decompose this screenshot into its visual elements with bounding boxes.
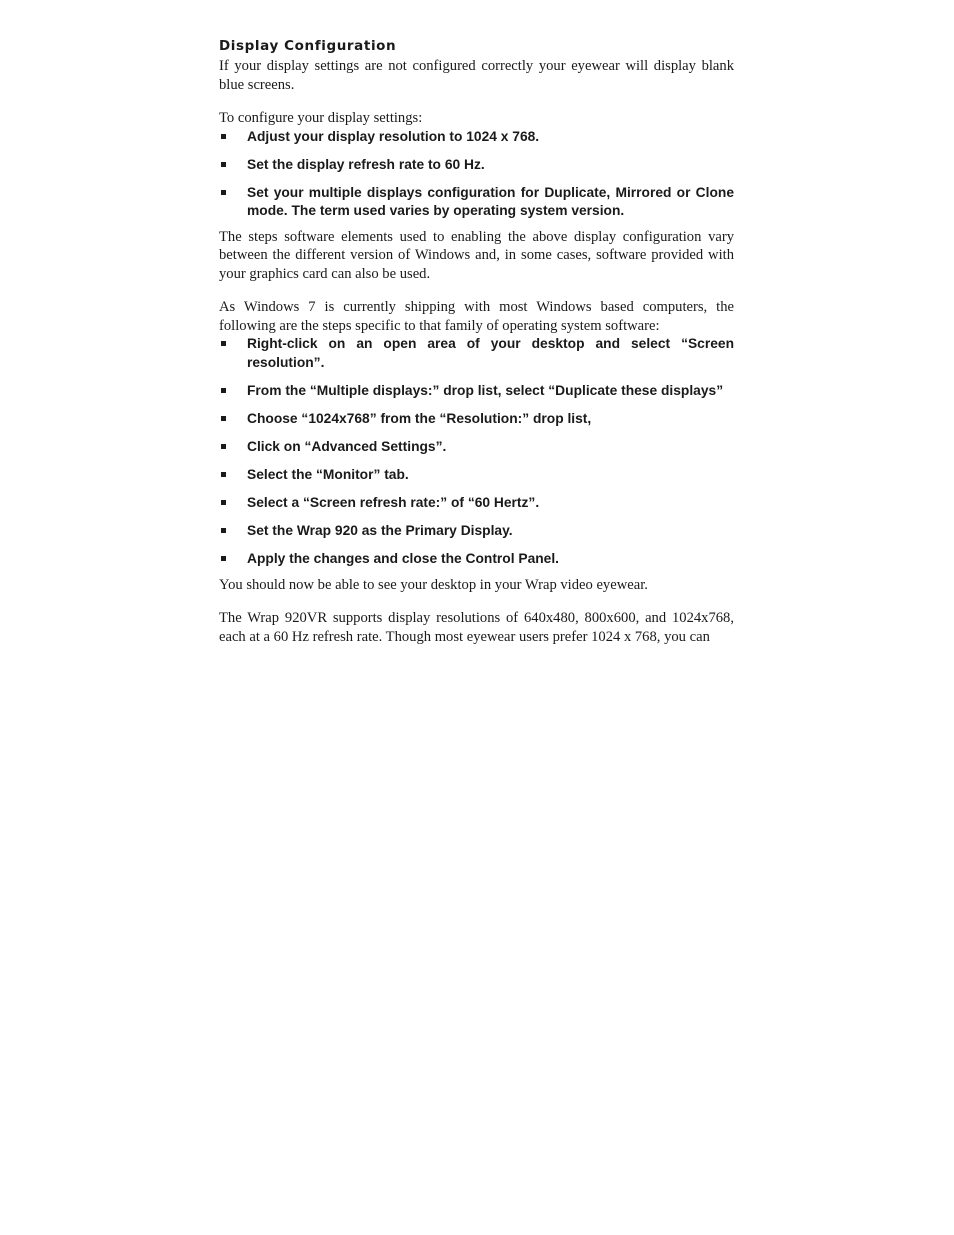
list-item-text: From the “Multiple displays:” drop list, select “Duplicate these displays” [247, 382, 724, 398]
configure-lead: To configure your display settings: [219, 110, 423, 126]
bullet-icon [221, 416, 226, 421]
list-item-text: Adjust your display resolution to 1024 x 768. [247, 128, 540, 144]
bullet-icon [221, 190, 226, 195]
intro-paragraph: If your display settings are not configured correctly your eyewear will display blank blue screens. [219, 58, 734, 93]
list-item [219, 522, 734, 541]
list-item [219, 438, 734, 457]
list-item [219, 156, 734, 175]
windows7-lead: As Windows 7 is currently shipping with most Windows based computers, the following are the steps specific to that family of operating system software: [219, 299, 734, 334]
document-page [219, 36, 734, 646]
bullet-icon [221, 341, 226, 346]
list-item [219, 184, 734, 221]
settings-list [219, 128, 734, 221]
list-item [219, 382, 734, 401]
resolutions-paragraph: The Wrap 920VR supports display resolutions of 640x480, 800x600, and 1024x768, each at a 60 Hz refresh rate. Though most eyewear users prefer 1024 x 768, you can [219, 610, 734, 645]
list-item [219, 128, 734, 147]
bullet-icon [221, 556, 226, 561]
list-item-text: Apply the changes and close the Control Panel. [247, 551, 560, 567]
steps-vary-paragraph: The steps software elements used to enabling the above display configuration vary between the different version of Windows and, in some cases, software provided with your graphics card can also be used. [219, 228, 734, 282]
list-item-text: Click on “Advanced Settings”. [247, 438, 447, 454]
windows7-steps-list [219, 335, 734, 569]
bullet-icon [221, 162, 226, 167]
list-item-text: Set the Wrap 920 as the Primary Display. [247, 523, 513, 539]
bullet-icon [221, 444, 226, 449]
section-title: Display Configuration [219, 38, 397, 54]
bullet-icon [221, 472, 226, 477]
list-item-text: Set your multiple displays configuration for Duplicate, Mirrored or Clone mode. The term used varies by operating system version. [247, 184, 734, 219]
list-item-text: Set the display refresh rate to 60 Hz. [247, 156, 485, 172]
list-item [219, 494, 734, 513]
list-item [219, 410, 734, 429]
result-paragraph: You should now be able to see your desktop in your Wrap video eyewear. [219, 576, 648, 593]
bullet-icon [221, 134, 226, 139]
list-item [219, 466, 734, 485]
list-item-text: Select a “Screen refresh rate:” of “60 Hertz”. [247, 495, 540, 511]
list-item [219, 335, 734, 372]
list-item [219, 550, 734, 569]
bullet-icon [221, 528, 226, 533]
bullet-icon [221, 500, 226, 505]
bullet-icon [221, 388, 226, 393]
list-item-text: Right-click on an open area of your desktop and select “Screen resolution”. [247, 336, 734, 370]
list-item-text: Choose “1024x768” from the “Resolution:” drop list, [247, 410, 592, 426]
list-item-text: Select the “Monitor” tab. [247, 467, 409, 483]
